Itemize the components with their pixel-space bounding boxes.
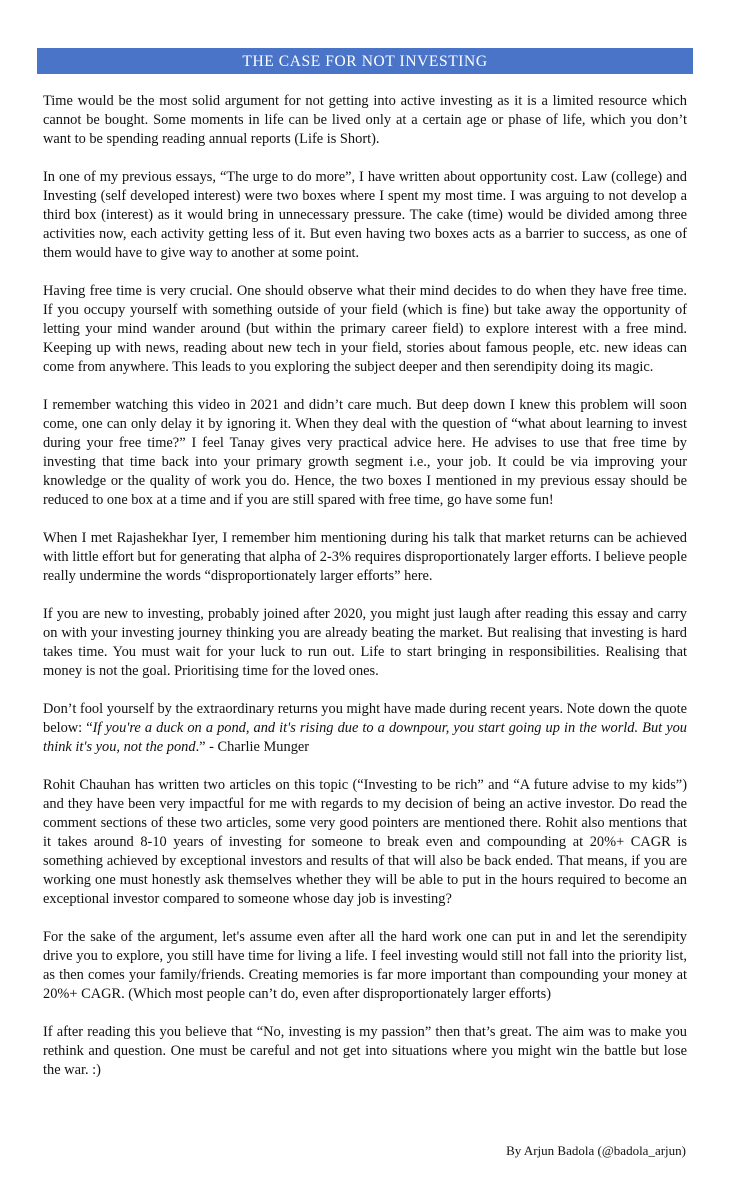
essay-title: THE CASE FOR NOT INVESTING [242, 53, 488, 70]
author-byline: By Arjun Badola (@badola_arjun) [506, 1143, 686, 1158]
paragraph-4: I remember watching this video in 2021 and didn’t care much. But deep down I knew this problem will soon come, one can only delay it by ignoring it. When they deal with the question of “what about learning to invest during your free time?” I feel Tanay gives very practical advice here. He advises to use that free time by investing that time back into your primary growth segment i.e., your job. It could be via improving your knowledge or the quality of work you do. Hence, the two boxes I mentioned in my previous essay should be reduced to one box at a time and if you are still spared with free time, go have some fun! [43, 397, 687, 508]
paragraph-6: If you are new to investing, probably joined after 2020, you might just laugh after reading this essay and carry on with your investing journey thinking you are already beating the market. But realising that investing is hard takes time. You must wait for your luck to run out. Life to start bringing in responsibilities. Realising that money is not the goal. Prioritising time for the loved ones. [43, 606, 687, 679]
essay-title-banner [37, 48, 693, 74]
paragraph-7-lead: Don’t fool yourself by the extraordinary returns you might have made during recent years. Note down the quote below: “ [43, 701, 687, 736]
paragraph-5: When I met Rajashekhar Iyer, I remember him mentioning during his talk that market returns can be achieved with little effort but for generating that alpha of 2-3% requires disproportionately larger efforts. I believe people really undermine the words “disproportionately larger efforts” here. [43, 530, 687, 584]
paragraph-1: Time would be the most solid argument for not getting into active investing as it is a limited resource which cannot be bought. Some moments in life can be lived only at a certain age or phase of life, which you don’t want to be spending reading annual reports (Life is Short). [43, 93, 687, 147]
paragraph-9: For the sake of the argument, let's assume even after all the hard work one can put in and let the serendipity drive you to explore, you still have time for living a life. I feel investing would still not fall into the priority list, as then comes your family/friends. Creating memories is far more important than compounding your money at 20%+ CAGR. (Which most people can’t do, even after disproportionately larger efforts) [43, 929, 687, 1002]
paragraph-8: Rohit Chauhan has written two articles on this topic (“Investing to be rich” and “A future advise to my kids”) and they have been very impactful for me with regards to my decision of being an active investor. Do read the comment sections of these two articles, some very good pointers are mentioned there. Rohit also mentions that it takes around 8-10 years of investing for someone to break even and compounding at 20%+ CAGR is something achieved by exceptional investors and results of that will also be back ended. That means, if you are working one must honestly ask themselves whether they will be able to put in the hours required to become an exceptional investor compared to someone whose day job is investing? [43, 777, 687, 907]
essay-body [43, 92, 687, 1099]
paragraph-10: If after reading this you believe that “No, investing is my passion” then that’s great. The aim was to make you rethink and question. One must be careful and not get into situations where you might win the battle but lose the war. :) [43, 1024, 687, 1078]
paragraph-2: In one of my previous essays, “The urge to do more”, I have written about opportunity cost. Law (college) and Investing (self developed interest) were two boxes where I spent my most time. I was arguing to not develop a third box (interest) as it would bring in unnecessary pressure. The cake (time) would be divided among three activities now, each activity getting less of it. But even having two boxes acts as a barrier to success, as one of them would have to give way to another at some point. [43, 169, 687, 261]
paragraph-7 [43, 700, 687, 757]
paragraph-3: Having free time is very crucial. One should observe what their mind decides to do when they have free time. If you occupy yourself with something outside of your field (which is fine) but take away the opportunity of letting your mind wander around (but within the primary career field) to explore interest with a free mind. Keeping up with news, reading about new tech in your field, stories about famous people, etc. new ideas can come from anywhere. This leads to you exploring the subject deeper and then serendipity doing its magic. [43, 283, 687, 375]
munger-quote: If you're a duck on a pond, and it's rising due to a downpour, you start going up in the world. But you think it's you, not the pond [43, 720, 687, 755]
paragraph-7-attribution: .” - Charlie Munger [195, 739, 310, 755]
